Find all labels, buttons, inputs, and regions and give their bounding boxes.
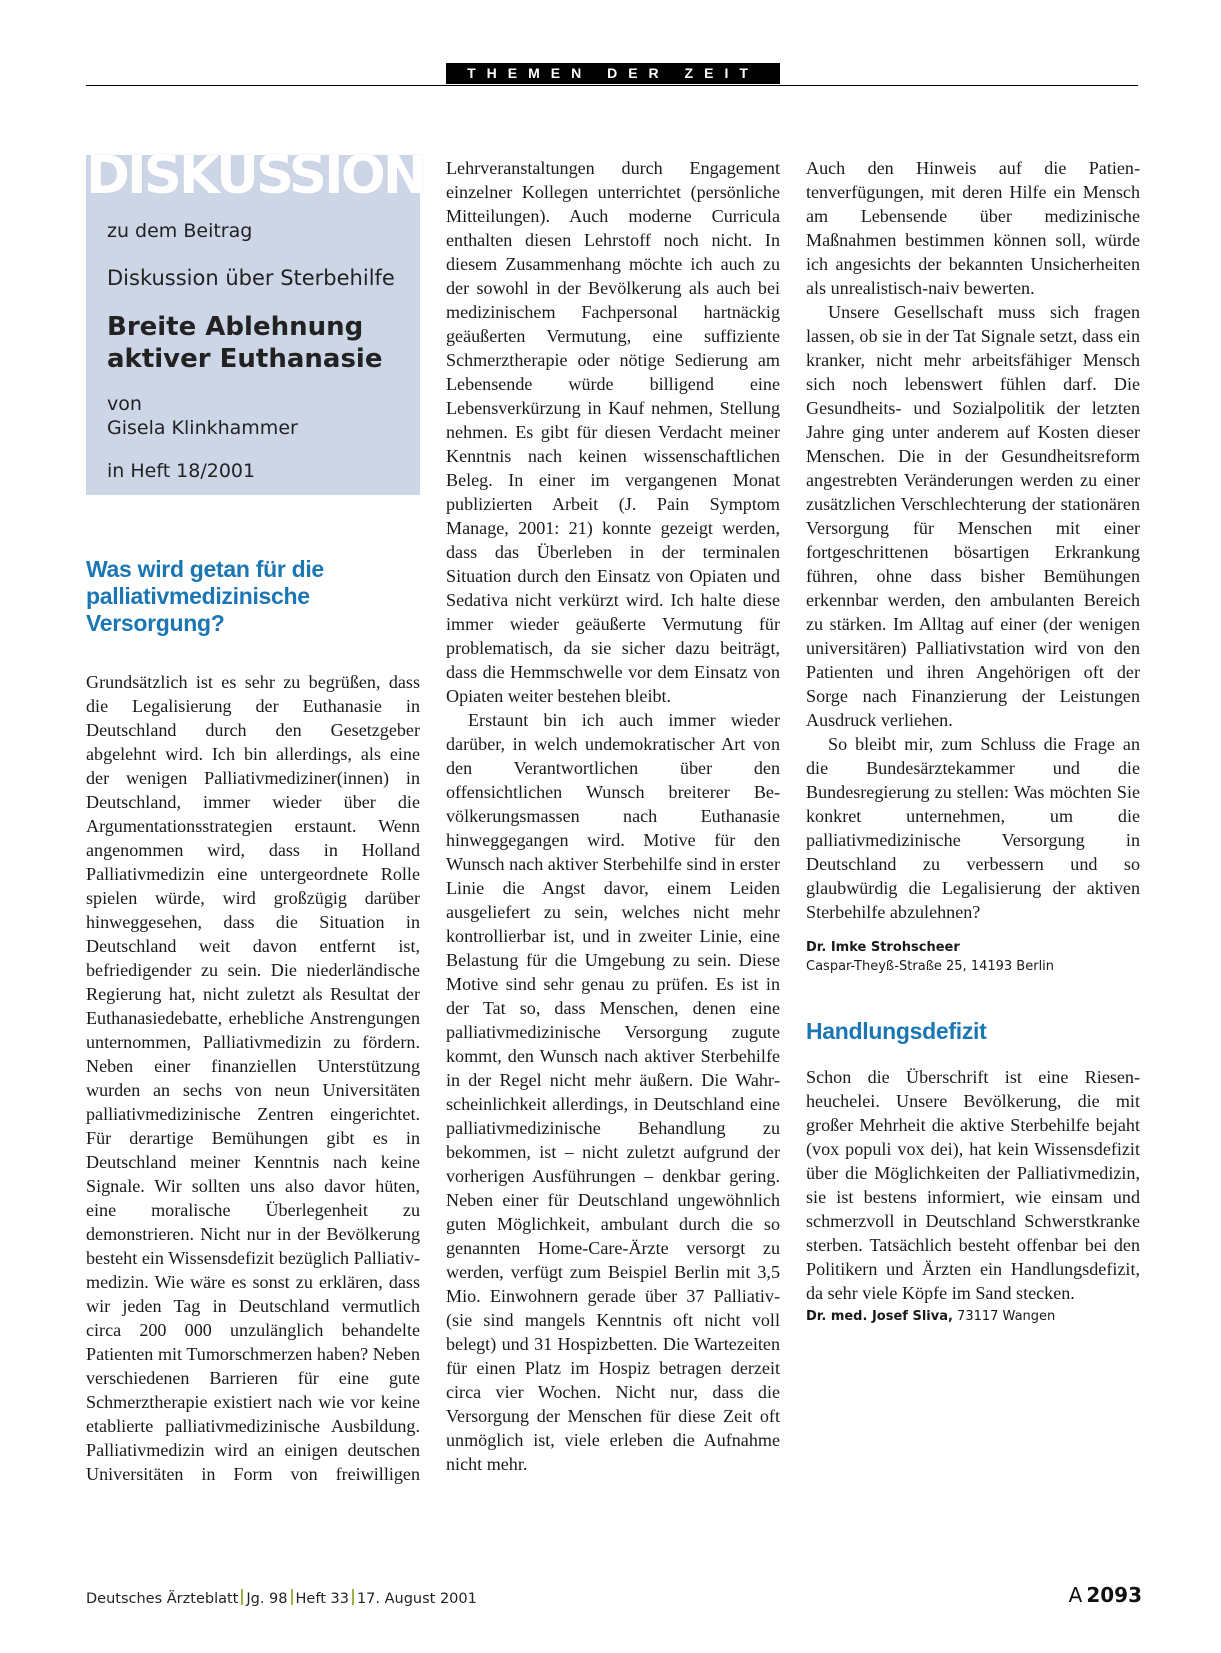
reference-topic: Diskussion über Sterbehilfe [107,266,395,290]
reference-von: von [107,393,142,415]
page-prefix: A [1068,1583,1083,1607]
footer-separator [352,1589,354,1605]
reference-intro: zu dem Beitrag [107,220,253,242]
column-3 [806,156,1140,1326]
letter-1-paragraph: Lehrveranstaltungen durch Engagement einzelner Kollegen unterrichtet (persönliche Mitteilungen). Auch moderne Curricula enthalten diesen Lehrstoff noch nicht. In diesem Zusammenhang möchte ich auch zu der sowohl in der Bevölkerung als auch bei medizinischem Fachpersonal hartnäckig geäußerten Vermutung, eine suffiziente Schmerztherapie oder nötige Sedierung am Lebensende würde billigend eine Lebensverkürzung in Kauf nehmen, Stellung nehmen. Es gibt für diesen Verdacht meiner Kenntnis nach keinen wissenschaftlichen Beleg. In einer im vergangenen Monat publizierten Arbeit (J. Pain Symptom Manage, 2001: 21) konnte gezeigt werden, dass das Überleben in der terminalen Situation durch den Einsatz von Opiaten und Sedativa nicht verkürzt wird. Ich halte diese immer wieder geäußerte Vermutung für problematisch, da sie sicher dazu beiträgt, dass die Hemmschwelle vor dem Einsatz von Opiaten weiter bestehen bleibt. [446,158,780,706]
journal-date: 17. August 2001 [356,1591,477,1607]
letter-1-paragraph: So bleibt mir, zum Schluss die Frage an die Bundesärztekammer und die Bundesregierung zu stellen: Was möchten Sie konkret unternehmen, um die palliativmedizinische Versorgung in Deutschland zu verbessern und so glaubwürdig die Legalisierung der aktiven Sterbehilfe abzulehnen? [806,734,1140,922]
letter-1-paragraph: Auch den Hinweis auf die Patientenverfügungen, mit deren Hilfe ein Mensch am Lebensende über medizinische Maßnahmen bestimmen können soll, würde ich angesichts der bekannten Unsicherheiten als unrealistisch-naiv bewerten. [806,158,1140,298]
reference-author: Gisela Klinkhammer [107,417,298,439]
letter-2-signature-address: 73117 Wangen [952,1309,1056,1324]
letter-2-signature [806,1307,1140,1326]
letter-1-signature-name: Dr. Imke Strohscheer [806,940,960,955]
letter-1-signature [806,938,1140,976]
letter-2-text: Schon die Überschrift ist eine Riesenheuchelei. Unsere Bevölkerung, die mit großer Mehrheit die aktive Sterbehilfe bejaht (vox populi vox dei), hat kein Wissensdefizit über die Möglichkeiten der Palliativmedizin, sie ist bestens informiert, wie einsam und schmerzvoll in Deutschland Schwerstkranke sterben. Tatsächlich besteht offenbar bei den Politikern und Ärzten ein Handlungsdefizit, da sehr viele Köpfe im Sand stecken. [806,1067,1140,1303]
journal-issue: Heft 33 [295,1591,349,1607]
column-1 [86,156,420,1486]
footer-separator [291,1589,293,1605]
journal-volume: Jg. 98 [246,1591,288,1607]
letter-2-heading: Handlungsdefizit [806,1018,987,1044]
header-rule [86,85,1138,86]
footer [86,1589,477,1607]
discussion-title: DISKUSSION [86,145,425,206]
reference-headline: Breite Ablehnung aktiver Euthanasie [107,312,383,374]
reference-issue: in Heft 18/2001 [107,460,256,482]
column-2 [446,156,780,1476]
footer-separator [241,1589,243,1605]
letter-1-paragraph: Grundsätzlich ist es sehr zu begrüßen, dass die Legalisierung der Euthanasie in Deutschland durch den Gesetzgeber abgelehnt wird. Ich bin allerdings, als eine der wenigen Palliativmediziner(innen) in Deutschland, immer wieder über die Argumentationsstrategien erstaunt. Wenn angenommen wird, dass in Holland Palliativmedizin eine untergeordnete Rolle spielen würde, wird großzügig darüber hinweggesehen, dass die Situation in Deutschland weit davon entfernt ist, befriedigender zu sein. Die niederländische Regierung hat, nicht zuletzt als Resultat der Euthanasiedebatte, erhebliche Anstrengungen unternommen, Palliativmedizin zu fördern. Neben einer finanziellen Unterstützung wurden an sechs von neun Universitäten palliativmedizinische Zentren eingerichtet. Für derartige Bemühungen gibt es in Deutschland meiner Kenntnis nach keine Signale. Wir sollten uns also davor hüten, eine moralische Überlegenheit zu demonstrieren. Nicht nur in der Bevölkerung besteht ein Wissensdefizit bezüglich Palliativmedizin. Wie wäre es sonst zu erklären, dass wir jeden Tag in Deutschland vermutlich circa 200 000 unzulänglich behandelte Patienten mit Tumorschmerzen haben? Neben verschiedenen Barrieren für eine gute Schmerztherapie existiert nach wie vor keine etablierte palliativmedizinische Ausbildung. Palliativmedizin wird an einigen deutschen Universitäten in Form von freiwilligen [86,672,420,1484]
page-number [1069,1583,1142,1607]
letter-1-paragraph: Erstaunt bin ich auch immer wieder darüber, in welch undemokratischer Art von den Verantwortlichen über den offensichtlichen Wunsch breiterer Bevölkerungsmassen nach Euthanasie hinweggegangen wird. Motive für den Wunsch nach aktiver Sterbehilfe sind in erster Linie die Angst davor, einem Leiden ausgeliefert zu sein, welches nicht mehr kontrollierbar ist, und in zweiter Linie, eine Belastung für die Umgebung zu sein. Diese Motive sind sehr genau zu prüfen. Es ist in der Tat so, dass Menschen, denen eine palliativmedizinische Versorgung zugute kommt, den Wunsch nach aktiver Sterbehilfe in der Regel nicht mehr äußern. Die Wahrscheinlichkeit allerdings, in Deutschland eine palliativmedizinische Behandlung zu bekommen, ist – nicht zuletzt aufgrund der vorherigen Ausführungen – denkbar gering. Neben einer für Deutschland ungewöhnlich guten Möglichkeit, ambulant durch die so genannten Home-Care-Ärzte versorgt zu werden, verfügt zum Beispiel Berlin mit 3,5 Mio. Einwohnern gerade über 37 Palliativ- (sie sind mangels Kenntnis oft nicht voll belegt) und 31 Hospizbetten. Die Wartezeiten für einen Platz im Hospiz betragen derzeit circa vier Wochen. Nicht nur, dass die Versorgung der Menschen für diese Zeit oft unmöglich ist, viele erleben die Aufnahme nicht mehr. [446,710,780,1474]
journal-name: Deutsches Ärzteblatt [86,1591,239,1607]
letter-2-signature-name: Dr. med. Josef Sliva, [806,1309,953,1324]
section-label: THEMEN DER ZEIT [446,63,780,84]
letter-1-signature-address: Caspar-Theyß-Straße 25, 14193 Berlin [806,959,1055,974]
letter-1-heading: Was wird getan für die palliativmedizinische Versorgung? [86,556,324,636]
page-number-value: 2093 [1086,1583,1142,1607]
letter-1-paragraph: Unsere Gesellschaft muss sich fragen lassen, ob sie in der Tat Signale setzt, dass ein kranker, nicht mehr arbeitsfähiger Mensch sich noch lebenswert fühlen darf. Die Gesundheits- und Sozialpolitik der letzten Jahre ging unter anderem auf Kosten dieser Menschen. Die in der Gesundheitsreform angestrebten Veränderungen werden zu einer zusätzlichen Verschlechterung der stationären Versorgung für Menschen mit einer fortgeschrittenen bösartigen Erkrankung führen, ohne dass bisher Bemühungen erkennbar werden, den ambulanten Bereich zu stärken. Im Alltag auf einer (der wenigen universitären) Palliativstation wird von den Patienten und ihren Angehörigen oft der Sorge nach Finanzierung der Leistungen Ausdruck verliehen. [806,302,1140,730]
